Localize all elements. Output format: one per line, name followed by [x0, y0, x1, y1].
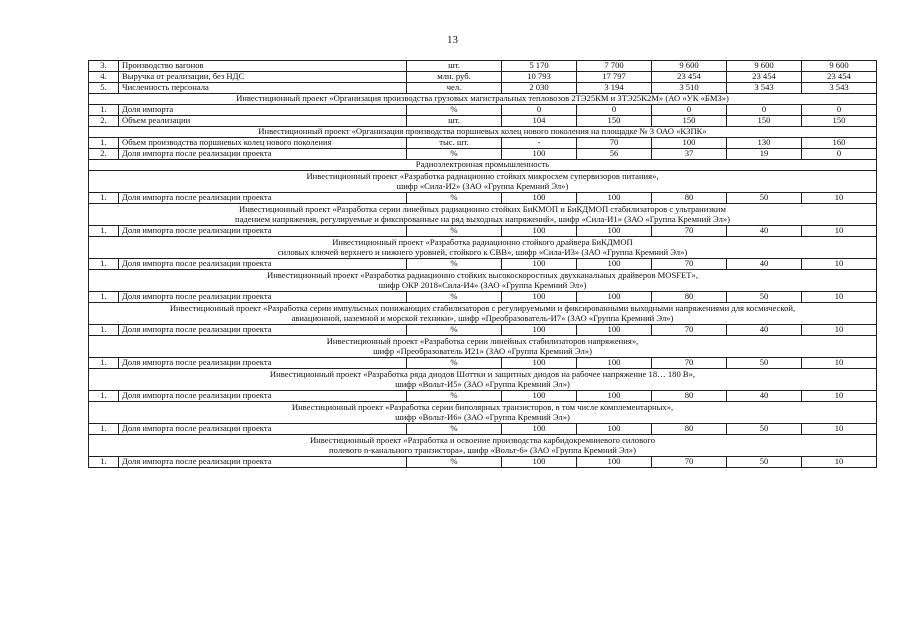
- value-cell: 10: [802, 292, 877, 303]
- indicator-name: Объем реализации: [119, 116, 407, 127]
- value-cell: 56: [577, 149, 652, 160]
- value-cell: 23 454: [652, 72, 727, 83]
- project-header-row: [89, 270, 877, 292]
- project-header-row: [89, 369, 877, 391]
- project-header-row: [89, 435, 877, 457]
- unit-cell: %: [407, 259, 502, 270]
- unit-cell: млн. руб.: [407, 72, 502, 83]
- value-cell: 0: [652, 105, 727, 116]
- table-row: [89, 292, 877, 303]
- value-cell: 150: [577, 116, 652, 127]
- value-cell: 80: [652, 424, 727, 435]
- indicator-name: Доля импорта после реализации проекта: [119, 226, 407, 237]
- indicator-name: Доля импорта после реализации проекта: [119, 358, 407, 369]
- value-cell: 100: [502, 391, 577, 402]
- value-cell: 70: [577, 138, 652, 149]
- value-cell: 17 797: [577, 72, 652, 83]
- project-header-line: Радиоэлектронная промышленность: [415, 159, 550, 170]
- project-header-line: Инвестиционный проект «Разработка серии линейных стабилизаторов напряжения»,: [326, 335, 639, 346]
- value-cell: 7 700: [577, 61, 652, 72]
- value-cell: 9 600: [802, 61, 877, 72]
- table-row: [89, 358, 877, 369]
- value-cell: 0: [802, 105, 877, 116]
- row-number: 1.: [89, 424, 119, 435]
- project-header-line: Инвестиционный проект «Организация производства грузовых магистральных тепловозов 2ТЭ25КМ и 3ТЭ25К2М» (АО «УК «БМЗ»): [236, 93, 729, 104]
- value-cell: 100: [502, 457, 577, 468]
- indicator-name: Доля импорта после реализации проекта: [119, 424, 407, 435]
- project-header-row: [89, 303, 877, 325]
- table-row: [89, 138, 877, 149]
- value-cell: 9 600: [652, 61, 727, 72]
- unit-cell: %: [407, 193, 502, 204]
- row-number: 1.: [89, 391, 119, 402]
- value-cell: 50: [727, 424, 802, 435]
- value-cell: 100: [577, 424, 652, 435]
- indicator-name: Доля импорта после реализации проекта: [119, 259, 407, 270]
- unit-cell: шт.: [407, 116, 502, 127]
- table-row: [89, 116, 877, 127]
- value-cell: 100: [577, 193, 652, 204]
- row-number: 2.: [89, 116, 119, 127]
- indicator-name: Доля импорта после реализации проекта: [119, 325, 407, 336]
- value-cell: 10: [802, 259, 877, 270]
- table-row: [89, 61, 877, 72]
- unit-cell: %: [407, 292, 502, 303]
- project-header-row: [89, 336, 877, 358]
- project-header-row: [89, 127, 877, 138]
- value-cell: 100: [577, 259, 652, 270]
- value-cell: 40: [727, 226, 802, 237]
- value-cell: 100: [502, 193, 577, 204]
- table-row: [89, 83, 877, 94]
- table-row: [89, 105, 877, 116]
- project-header: [89, 435, 877, 457]
- row-number: 5.: [89, 83, 119, 94]
- unit-cell: %: [407, 149, 502, 160]
- value-cell: 0: [577, 105, 652, 116]
- value-cell: 9 600: [727, 61, 802, 72]
- indicator-name: Выручка от реализации, без НДС: [119, 72, 407, 83]
- value-cell: 10 793: [502, 72, 577, 83]
- row-number: 1.: [89, 292, 119, 303]
- project-header-line: авиационной, наземной и морской техники», шифр «Преобразователь-И7» (ЗАО «Группа Кремний Эл»): [291, 312, 674, 323]
- value-cell: 10: [802, 226, 877, 237]
- project-header: [89, 237, 877, 259]
- value-cell: 100: [652, 138, 727, 149]
- value-cell: 70: [652, 226, 727, 237]
- value-cell: 100: [502, 424, 577, 435]
- project-header: [89, 127, 877, 138]
- project-header-row: [89, 171, 877, 193]
- row-number: 1.: [89, 358, 119, 369]
- value-cell: 80: [652, 292, 727, 303]
- project-header-line: шифр ОКР 2018«Сила-И4» (ЗАО «Группа Кремний Эл»): [378, 279, 587, 290]
- indicator-name: Объем производства поршневых колец нового поколения: [119, 138, 407, 149]
- unit-cell: %: [407, 457, 502, 468]
- table-row: [89, 149, 877, 160]
- value-cell: 3 510: [652, 83, 727, 94]
- project-header: [89, 369, 877, 391]
- value-cell: 100: [577, 292, 652, 303]
- indicator-name: Доля импорта после реализации проекта: [119, 193, 407, 204]
- table-row: [89, 424, 877, 435]
- project-header-line: Инвестиционный проект «Организация производства поршневых колец нового поколения на площадке № 3 ОАО «КЗПК»: [258, 126, 707, 137]
- project-header-line: силовых ключей верхнего и нижнего уровней, стойкого к СВВ», шифр «Сила-И3» (ЗАО «Группа Кремний Эл»): [277, 246, 688, 257]
- table-row: [89, 391, 877, 402]
- unit-cell: %: [407, 325, 502, 336]
- indicator-name: Доля импорта после реализации проекта: [119, 391, 407, 402]
- value-cell: 50: [727, 193, 802, 204]
- project-header: [89, 303, 877, 325]
- value-cell: 150: [652, 116, 727, 127]
- indicator-name: Доля импорта после реализации проекта: [119, 149, 407, 160]
- value-cell: 100: [577, 358, 652, 369]
- project-header-line: полевого n-канального транзистора», шифр «Вольт-6» (ЗАО «Группа Кремний Эл»): [329, 444, 636, 455]
- unit-cell: чел.: [407, 83, 502, 94]
- value-cell: 3 194: [577, 83, 652, 94]
- row-number: 1.: [89, 226, 119, 237]
- value-cell: 50: [727, 358, 802, 369]
- value-cell: 40: [727, 391, 802, 402]
- table-row: [89, 457, 877, 468]
- value-cell: 5 170: [502, 61, 577, 72]
- table-row: [89, 259, 877, 270]
- value-cell: 100: [577, 226, 652, 237]
- project-header-line: Инвестиционный проект «Разработка радиационно стойкого драйвера БиКДМОП: [332, 236, 633, 247]
- table-row: [89, 72, 877, 83]
- value-cell: 23 454: [802, 72, 877, 83]
- project-header: [89, 270, 877, 292]
- value-cell: 100: [502, 226, 577, 237]
- indicator-name: Численность персонала: [119, 83, 407, 94]
- page-number: 13: [447, 34, 458, 46]
- project-header: [89, 171, 877, 193]
- project-header-line: Инвестиционный проект «Разработка серии импульсных понижающих стабилизаторов с регулируемыми и фиксированными выходными напряжениями для космической,: [169, 302, 796, 313]
- row-number: 1.: [89, 457, 119, 468]
- table-row: [89, 226, 877, 237]
- unit-cell: тыс. шт.: [407, 138, 502, 149]
- row-number: 3.: [89, 61, 119, 72]
- row-number: 1.: [89, 259, 119, 270]
- unit-cell: шт.: [407, 61, 502, 72]
- value-cell: 80: [652, 193, 727, 204]
- value-cell: 3 543: [727, 83, 802, 94]
- project-header-row: [89, 237, 877, 259]
- value-cell: 100: [577, 325, 652, 336]
- value-cell: 10: [802, 358, 877, 369]
- value-cell: 100: [502, 259, 577, 270]
- row-number: 1.: [89, 105, 119, 116]
- indicator-name: Доля импорта: [119, 105, 407, 116]
- project-header-row: [89, 160, 877, 171]
- value-cell: 3 543: [802, 83, 877, 94]
- value-cell: 100: [502, 149, 577, 160]
- project-header: [89, 402, 877, 424]
- value-cell: 80: [652, 391, 727, 402]
- value-cell: 130: [727, 138, 802, 149]
- value-cell: 70: [652, 259, 727, 270]
- table-row: [89, 193, 877, 204]
- value-cell: 150: [802, 116, 877, 127]
- project-header: [89, 160, 877, 171]
- project-header-line: Инвестиционный проект «Разработка ряда диодов Шоттки и защитных диодов на рабочее напряжение 18… 180 В»,: [269, 368, 696, 379]
- project-header-line: Инвестиционный проект «Разработка радиационно стойких микросхем супервизоров питания»,: [306, 170, 659, 181]
- project-header-line: Инвестиционный проект «Разработка серии линейных радиационно стойких БиКМОП и БиКДМОП стабилизаторов с ультранизким: [239, 203, 726, 214]
- value-cell: 0: [727, 105, 802, 116]
- indicator-name: Производство вагонов: [119, 61, 407, 72]
- unit-cell: %: [407, 226, 502, 237]
- value-cell: 70: [652, 358, 727, 369]
- row-number: 2.: [89, 149, 119, 160]
- project-header-line: шифр «Преобразователь И21» (ЗАО «Группа Кремний Эл»): [373, 345, 592, 356]
- value-cell: 50: [727, 292, 802, 303]
- value-cell: 100: [502, 358, 577, 369]
- value-cell: 37: [652, 149, 727, 160]
- value-cell: 10: [802, 424, 877, 435]
- row-number: 4.: [89, 72, 119, 83]
- row-number: 1.: [89, 193, 119, 204]
- value-cell: 150: [727, 116, 802, 127]
- project-header-row: [89, 204, 877, 226]
- value-cell: 10: [802, 391, 877, 402]
- project-header-line: Инвестиционный проект «Разработка и освоение производства карбидокремниевого силового: [309, 434, 656, 445]
- table-row: [89, 325, 877, 336]
- project-header-line: шифр «Вольт-И5» (ЗАО «Группа Кремний Эл»): [395, 378, 570, 389]
- value-cell: -: [502, 138, 577, 149]
- row-number: 1.: [89, 138, 119, 149]
- value-cell: 19: [727, 149, 802, 160]
- project-header-line: шифр «Вольт-И6» (ЗАО «Группа Кремний Эл»): [395, 411, 570, 422]
- indicator-name: Доля импорта после реализации проекта: [119, 457, 407, 468]
- value-cell: 70: [652, 325, 727, 336]
- value-cell: 0: [502, 105, 577, 116]
- indicators-table: [88, 60, 877, 468]
- value-cell: 10: [802, 193, 877, 204]
- value-cell: 104: [502, 116, 577, 127]
- value-cell: 23 454: [727, 72, 802, 83]
- value-cell: 0: [802, 149, 877, 160]
- unit-cell: %: [407, 424, 502, 435]
- value-cell: 160: [802, 138, 877, 149]
- value-cell: 50: [727, 457, 802, 468]
- value-cell: 2 030: [502, 83, 577, 94]
- value-cell: 10: [802, 325, 877, 336]
- project-header: [89, 94, 877, 105]
- project-header-line: шифр «Сила-И2» (ЗАО «Группа Кремний Эл»): [396, 180, 569, 191]
- project-header-row: [89, 94, 877, 105]
- value-cell: 100: [502, 292, 577, 303]
- unit-cell: %: [407, 358, 502, 369]
- project-header-line: Инвестиционный проект «Разработка серии биполярных транзисторов, в том числе комплементарных»,: [291, 401, 674, 412]
- value-cell: 40: [727, 259, 802, 270]
- value-cell: 100: [577, 457, 652, 468]
- indicator-name: Доля импорта после реализации проекта: [119, 292, 407, 303]
- project-header-row: [89, 402, 877, 424]
- value-cell: 10: [802, 457, 877, 468]
- project-header: [89, 204, 877, 226]
- project-header: [89, 336, 877, 358]
- value-cell: 100: [577, 391, 652, 402]
- project-header-line: Инвестиционный проект «Разработка радиационно стойких высокоскоростных двухканальных драйверов MOSFET»,: [266, 269, 699, 280]
- row-number: 1.: [89, 325, 119, 336]
- unit-cell: %: [407, 391, 502, 402]
- value-cell: 40: [727, 325, 802, 336]
- value-cell: 100: [502, 325, 577, 336]
- value-cell: 70: [652, 457, 727, 468]
- project-header-line: падением напряжения, регулируемые и фиксированные на ряд выходных напряжений», шифр «Сила-И1» (ЗАО «Группа Кремний Эл»): [234, 213, 731, 224]
- unit-cell: %: [407, 105, 502, 116]
